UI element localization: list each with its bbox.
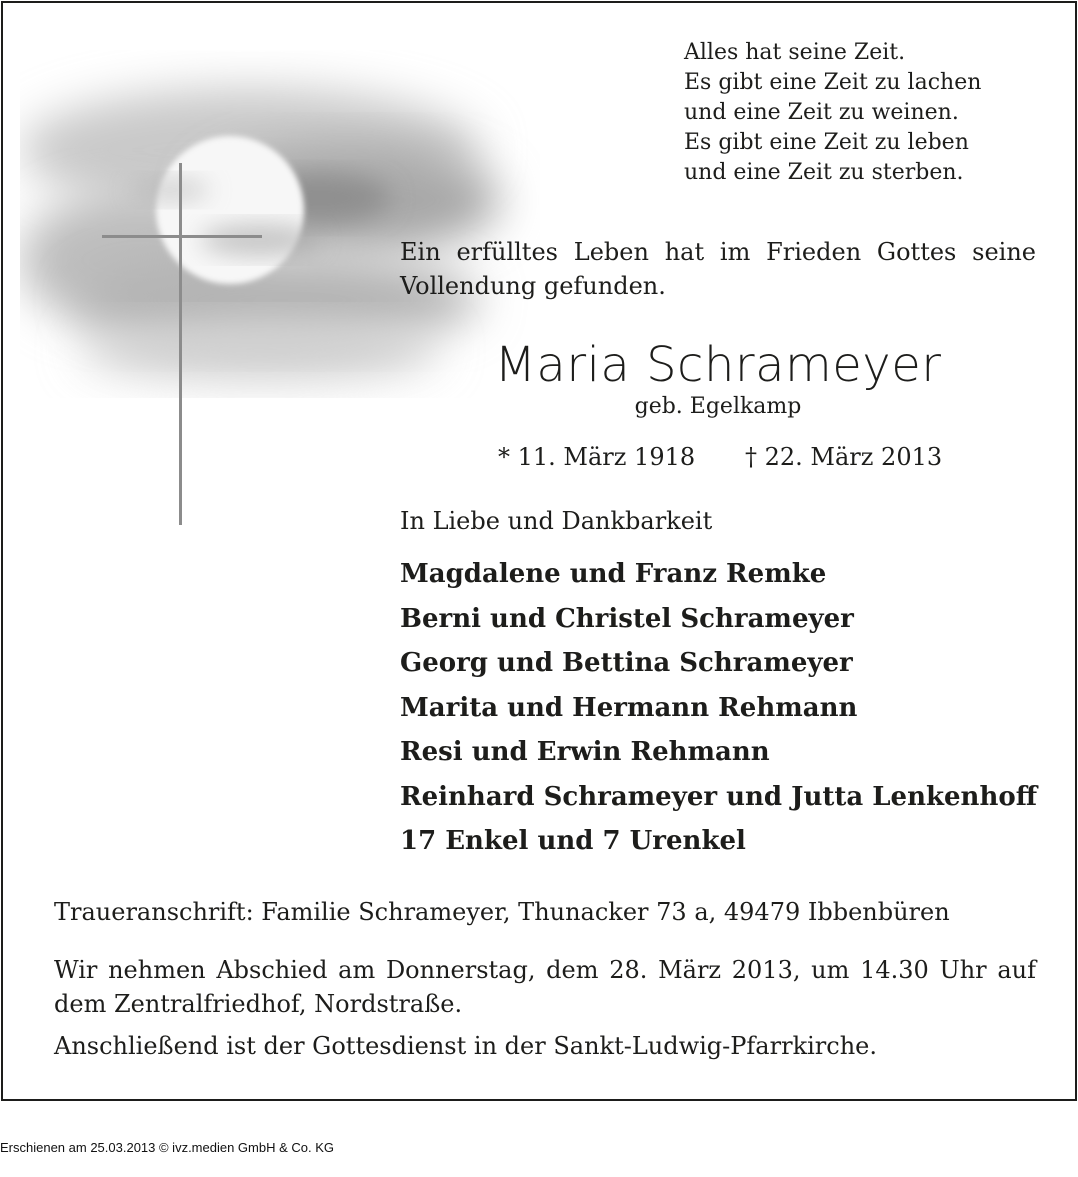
cross-moon-clouds-icon (20, 50, 540, 570)
publication-footer: Erschienen am 25.03.2013 © ivz.medien GmbH & Co. KG (0, 1140, 335, 1155)
poem-line: Alles hat seine Zeit. (684, 40, 906, 65)
poem-line: Es gibt eine Zeit zu lachen (684, 70, 982, 95)
mourner: Berni und Christel Schrameyer (400, 603, 854, 634)
intro-text: Ein erfülltes Leben hat im Frieden Gottes seine Vollendung gefunden. (400, 238, 1036, 300)
mourner: 17 Enkel und 7 Urenkel (400, 826, 746, 856)
poem (684, 38, 981, 188)
mourner: Georg und Bettina Schrameyer (400, 648, 853, 678)
mourner: Magdalene und Franz Remke (400, 559, 827, 589)
poem-line: und eine Zeit zu weinen. (684, 100, 959, 125)
mourner: Resi und Erwin Rehmann (400, 737, 770, 767)
mourners-list (400, 552, 1037, 864)
maiden-name: geb. Egelkamp (634, 394, 802, 419)
mourner: Marita und Hermann Rehmann (400, 692, 858, 723)
service-notice: Anschließend ist der Gottesdienst in der Sankt-Ludwig-Pfarrkirche. (54, 1032, 877, 1060)
mourning-address: Traueranschrift: Familie Schrameyer, Thunacker 73 a, 49479 Ibbenbüren (54, 898, 950, 926)
mourner: Reinhard Schrameyer und Jutta Lenkenhoff (400, 781, 1038, 812)
poem-line: und eine Zeit zu sterben. (684, 160, 964, 185)
farewell-notice: Wir nehmen Abschied am Donnerstag, dem 28. März 2013, um 14.30 Uhr auf dem Zentralfriedhof, Nordstraße. (54, 956, 1036, 1018)
dedication: In Liebe und Dankbarkeit (400, 507, 713, 535)
poem-line: Es gibt eine Zeit zu leben (684, 130, 969, 155)
death-date: † 22. März 2013 (745, 443, 943, 471)
birth-date: * 11. März 1918 (498, 443, 696, 471)
deceased-name: Maria Schrameyer (494, 337, 942, 393)
moon (156, 136, 304, 284)
